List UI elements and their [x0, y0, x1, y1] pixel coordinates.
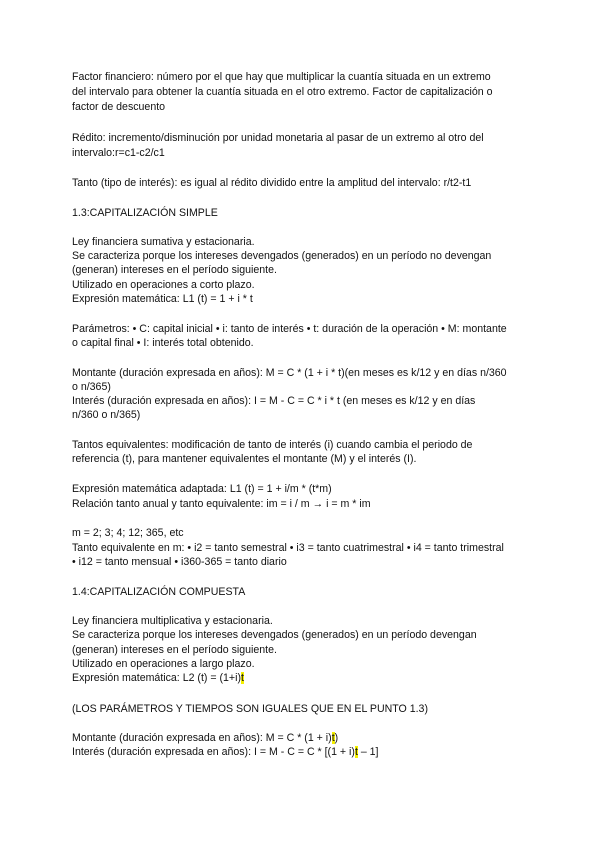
interes-compuesta-text: Interés (duración expresada en años): I = M - C = C * [(1 + i): [72, 746, 355, 758]
equivalentes-line-1: Tantos equivalentes: modificación de tanto de interés (i) cuando cambia el periodo de: [72, 439, 473, 451]
factor-line-2: del intervalo para obtener la cuantía situada en el otro extremo. Factor de capitalización o: [72, 86, 493, 98]
parametros-line-1: Parámetros: • C: capital inicial • i: tanto de interés • t: duración de la operación • M: montante: [72, 323, 507, 335]
tanto-line: Tanto (tipo de interés): es igual al rédito dividido entre la amplitud del intervalo: r/t2-t1: [72, 177, 472, 189]
ley-simple-line-2: Se caracteriza porque los intereses devengados (generados) en un período no devengan: [72, 250, 492, 262]
relacion-tanto-line: Relación tanto anual y tanto equivalente: im = i / m → i = m * im: [72, 498, 371, 510]
montante-simple-line-1: Montante (duración expresada en años): M = C * (1 + i * t)(en meses es k/12 y en días n/360: [72, 367, 507, 379]
expresion-compuesta-text: Expresión matemática: L2 (t) = (1+i): [72, 672, 241, 684]
heading-capitalizacion-simple: 1.3:CAPITALIZACIÓN SIMPLE: [72, 207, 218, 219]
factor-line-3: factor de descuento: [72, 101, 166, 113]
interes-compuesta-line: [72, 745, 379, 759]
expresion-adaptada-line: Expresión matemática adaptada: L1 (t) = 1 + i/m * (t*m): [72, 483, 332, 495]
heading-capitalizacion-compuesta: 1.4:CAPITALIZACIÓN COMPUESTA: [72, 586, 246, 598]
montante-compuesta-line: [72, 731, 338, 745]
equivalentes-line-2: referencia (t), para mantener equivalentes el montante (M) y el interés (I).: [72, 453, 417, 465]
ley-compuesta-line-1: Ley financiera multiplicativa y estacionaria.: [72, 615, 273, 627]
montante-compuesta-close: ): [334, 732, 339, 744]
m-values-line: m = 2; 3; 4; 12; 365, etc: [72, 527, 184, 539]
ley-simple-line-1: Ley financiera sumativa y estacionaria.: [72, 236, 255, 248]
montante-simple-line-2: o n/365): [72, 381, 111, 393]
tanto-equivalente-line-1: Tanto equivalente en m: • i2 = tanto semestral • i3 = tanto cuatrimestral • i4 = tanto trimestral: [72, 542, 504, 554]
interes-simple-line-1: Interés (duración expresada en años): I = M - C = C * i * t (en meses es k/12 y en días: [72, 395, 476, 407]
ley-simple-line-5: Expresión matemática: L1 (t) = 1 + i * t: [72, 293, 253, 305]
ley-simple-line-3: (generan) intereses en el período siguiente.: [72, 264, 277, 276]
highlighted-exponent: t: [354, 746, 358, 758]
redito-line-2: intervalo:r=c1-c2/c1: [72, 147, 165, 159]
ley-compuesta-line-5: [72, 671, 244, 685]
tanto-equivalente-line-2: • i12 = tanto mensual • i360-365 = tanto diario: [72, 556, 287, 568]
highlighted-exponent: t: [331, 732, 335, 744]
parametros-line-2: o capital final • I: interés total obtenido.: [72, 337, 254, 349]
ley-simple-line-4: Utilizado en operaciones a corto plazo.: [72, 279, 255, 291]
highlighted-exponent: t: [240, 672, 244, 684]
interes-compuesta-end: – 1]: [357, 746, 379, 758]
montante-compuesta-text: Montante (duración expresada en años): M = C * (1 + i): [72, 732, 332, 744]
ley-compuesta-line-3: (generan) intereses en el período siguiente.: [72, 644, 277, 656]
factor-line-1: Factor financiero: número por el que hay que multiplicar la cuantía situada en un extremo: [72, 71, 491, 83]
ley-compuesta-line-2: Se caracteriza porque los intereses devengados (generados) en un período devengan: [72, 629, 477, 641]
interes-simple-line-2: n/360 o n/365): [72, 409, 141, 421]
parametros-iguales-line: (LOS PARÁMETROS Y TIEMPOS SON IGUALES QUE EN EL PUNTO 1.3): [72, 703, 428, 715]
redito-line-1: Rédito: incremento/disminución por unidad monetaria al pasar de un extremo al otro del: [72, 132, 484, 144]
ley-compuesta-line-4: Utilizado en operaciones a largo plazo.: [72, 658, 255, 670]
